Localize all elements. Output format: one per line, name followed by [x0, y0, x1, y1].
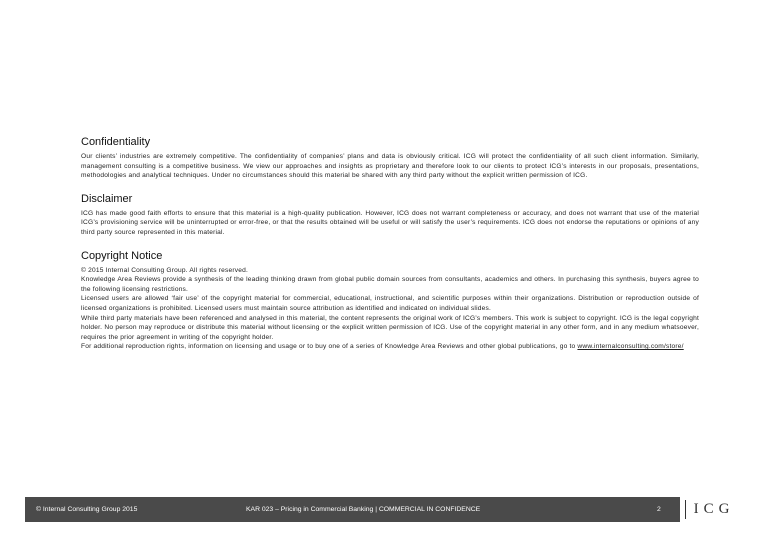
disclaimer-heading: Disclaimer [81, 192, 133, 205]
footer-copyright: © Internal Consulting Group 2015 [36, 506, 138, 513]
copyright-paragraph: While third party materials have been referenced and analysed in this material, the content represents the original work of ICG’s members. This work is subject to copyright. ICG is the legal copyright holder. No person may reproduce or distribute this material without licensing or the explicit written permission of ICG. Use of the copyright material in any other form, and in any medium whatsoever, requires the prior agreement in writing of the copyright holder. [81, 314, 699, 341]
copyright-paragraph: Licensed users are allowed ‘fair use’ of the copyright material for commercial, educational, instructional, and scientific purposes within their organizations. Distribution or reproduction outside of licensed organizations is prohibited. Licensed users must maintain source attribution as identified and indicated on individual slides. [81, 295, 699, 312]
copyright-line: © 2015 Internal Consulting Group. All rights reserved. [81, 266, 249, 274]
confidentiality-text: Our clients’ industries are extremely competitive. The confidentiality of companies’ plans and data is obviously critical. ICG will protect the confidentiality of all such client information. Similarly, management consulting is a competitive business. We view our approaches and insights as proprietary and therefore look to our clients to protect ICG’s interests in our proposals, presentations, methodologies and analytical techniques. Under no circumstances should this material be shared with any third party without the explicit written permission of ICG. [81, 153, 699, 180]
icg-logo [680, 497, 742, 522]
icg-logo-text: ICG [685, 500, 742, 519]
copyright-section [81, 250, 699, 352]
store-link[interactable]: www.internalconsulting.com/store/ [577, 343, 684, 351]
confidentiality-section [81, 136, 699, 181]
page-number: 2 [657, 506, 661, 513]
confidentiality-heading: Confidentiality [81, 136, 151, 148]
disclaimer-section [81, 193, 699, 238]
copyright-heading: Copyright Notice [81, 249, 163, 262]
document-body [81, 136, 699, 364]
store-text: For additional reproduction rights, information on licensing and usage or to buy one of a series of Knowledge Area Reviews and other global publications, go to [81, 343, 578, 351]
footer-bar [25, 497, 740, 522]
footer-document-title: KAR 023 – Pricing in Commercial Banking | COMMERCIAL IN CONFIDENCE [246, 506, 481, 513]
disclaimer-text: ICG has made good faith efforts to ensure that this material is a high-quality publication. However, ICG does not warrant completeness or accuracy, and does not warrant that use of the material ICG’s provisioning service will be uninterrupted or error-free, or that the results obtained will be useful or will satisfy the user’s requirements. ICG does not endorse the reputations or opinions of any third party source represented in this material. [81, 209, 699, 236]
copyright-store-paragraph [81, 342, 699, 352]
copyright-paragraph: Knowledge Area Reviews provide a synthesis of the leading thinking drawn from global public domain sources from consultants, academics and others. In purchasing this synthesis, buyers agree to the following licensing restrictions. [81, 276, 699, 293]
